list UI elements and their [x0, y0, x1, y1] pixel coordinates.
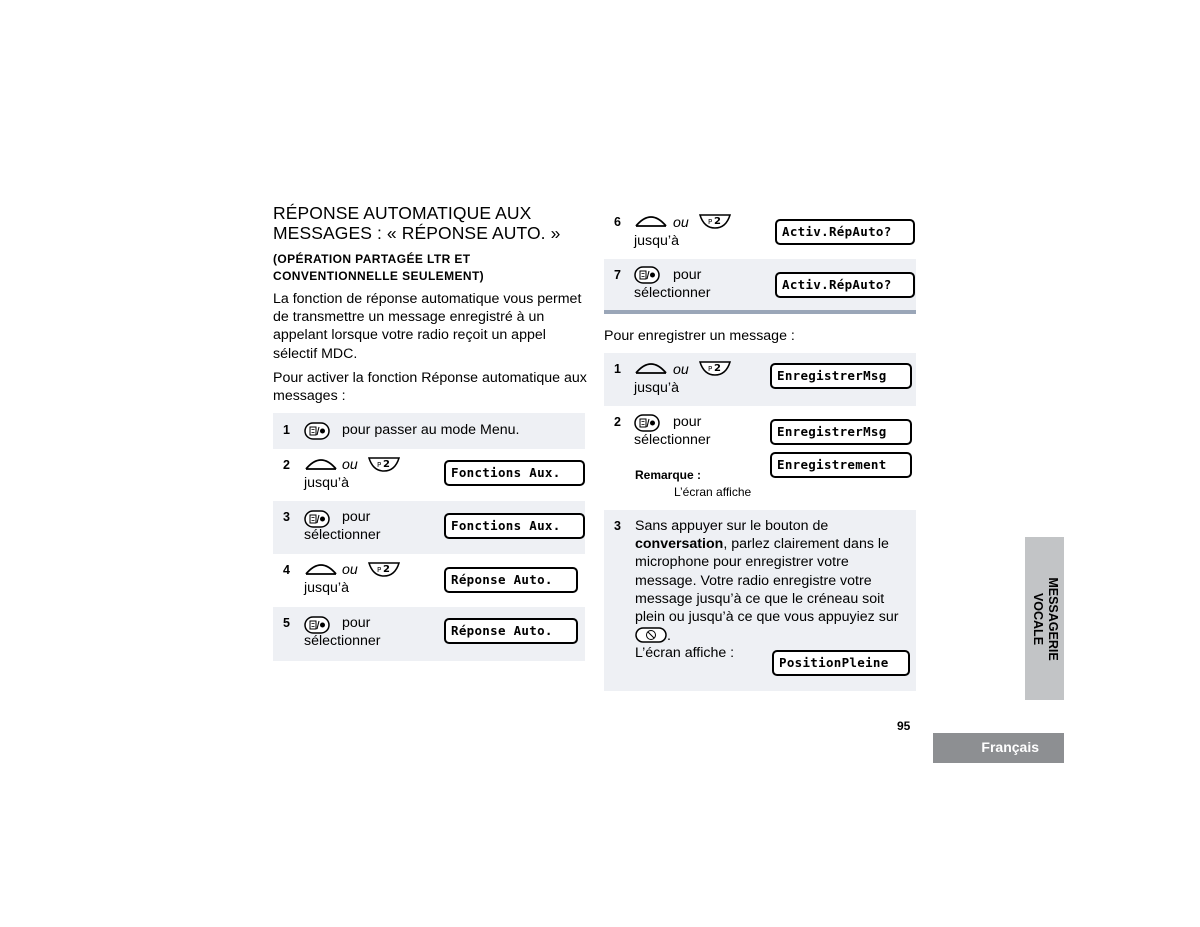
activate-intro: Pour activer la fonction Réponse automatique aux messages :: [273, 370, 587, 405]
step-number: 2: [614, 415, 621, 429]
or-label: ou: [342, 457, 358, 473]
up-arrow-button-icon: [634, 212, 668, 230]
step-text: jusqu’à: [634, 380, 679, 396]
remark-text: L’écran affiche: [674, 485, 752, 499]
step-row: [604, 206, 916, 258]
lcd-display: Réponse Auto.: [444, 567, 578, 593]
intro-paragraph: La fonction de réponse automatique vous permet de transmettre un message enregistré à un appelant lorsque votre radio reçoit un appel sélectif MDC.: [273, 291, 582, 362]
step-text: pour sélectionner: [304, 509, 381, 544]
or-label: ou: [673, 362, 689, 378]
step-row: [273, 554, 585, 607]
step-text: jusqu’à: [634, 233, 679, 249]
p2-button-icon: [367, 455, 401, 473]
section-side-tab: [1025, 537, 1064, 700]
lcd-display: Enregistrement: [770, 452, 912, 478]
or-label: ou: [673, 215, 689, 231]
step-number: 6: [614, 215, 621, 229]
step-number: 1: [614, 362, 621, 376]
record-intro: Pour enregistrer un message :: [604, 328, 795, 344]
step-number: 3: [283, 510, 290, 524]
step-row: [604, 406, 916, 506]
step-text: jusqu’à: [304, 580, 349, 596]
ptt-button-icon: [635, 626, 667, 644]
step-text: pour sélectionner: [304, 615, 381, 650]
step-text: pour sélectionner: [634, 267, 711, 302]
step-number: 1: [283, 423, 290, 437]
side-tab-line: VOCALE: [1030, 592, 1045, 645]
step-text: jusqu’à: [304, 475, 349, 491]
instruction-text: , parlez clairement dans le microphone pour enregistrer votre message. Votre radio enregistre votre message jusqu’à ce que le créneau soit plein ou jusqu’à ce que vous appuyiez sur: [635, 536, 899, 626]
lcd-display: Activ.RépAuto?: [775, 272, 915, 298]
instruction-text: Sans appuyer sur le bouton de: [635, 518, 829, 534]
step-row: [604, 259, 916, 310]
step-row: [273, 501, 585, 554]
lcd-display: PositionPleine: [772, 650, 910, 676]
step-number: 5: [283, 616, 290, 630]
lcd-display: EnregistrerMsg: [770, 419, 912, 445]
step-row: [604, 353, 916, 406]
step-text: pour passer au mode Menu.: [342, 422, 520, 438]
step-text: pour sélectionner: [634, 414, 711, 449]
step-instruction: [635, 517, 911, 645]
step-number: 3: [614, 519, 621, 533]
language-label: Français: [981, 739, 1039, 755]
step-number: 7: [614, 268, 621, 282]
instruction-text: .: [667, 628, 671, 645]
lcd-display: Fonctions Aux.: [444, 460, 585, 486]
lcd-display: Fonctions Aux.: [444, 513, 585, 539]
page-number: 95: [897, 719, 911, 733]
screen-label: L’écran affiche :: [635, 645, 735, 661]
step-row: [273, 449, 585, 500]
up-arrow-button-icon: [304, 560, 338, 578]
lcd-display: Réponse Auto.: [444, 618, 578, 644]
step-row: [273, 413, 585, 449]
p2-button-icon: [698, 212, 732, 230]
step-row: [273, 607, 585, 661]
instruction-bold: conversation: [635, 536, 724, 553]
step-number: 2: [283, 458, 290, 472]
up-arrow-button-icon: [634, 359, 668, 377]
side-tab-line: MESSAGERIE: [1045, 576, 1060, 661]
menu-select-button-icon: [304, 422, 330, 440]
side-tab-label: [1030, 577, 1060, 660]
step-row: [604, 510, 916, 691]
lcd-display: EnregistrerMsg: [770, 363, 912, 389]
page-title: RÉPONSE AUTOMATIQUE AUX MESSAGES : « RÉPONSE AUTO. »: [273, 203, 561, 243]
language-tab: [933, 733, 1064, 763]
or-label: ou: [342, 562, 358, 578]
p2-button-icon: [367, 560, 401, 578]
section-subtitle: (OPÉRATION PARTAGÉE LTR ET CONVENTIONNELLE SEULEMENT): [273, 252, 485, 283]
p2-button-icon: [698, 359, 732, 377]
lcd-display: Activ.RépAuto?: [775, 219, 915, 245]
section-divider: [604, 310, 916, 314]
up-arrow-button-icon: [304, 455, 338, 473]
step-number: 4: [283, 563, 290, 577]
remark-label: Remarque :: [635, 468, 702, 482]
